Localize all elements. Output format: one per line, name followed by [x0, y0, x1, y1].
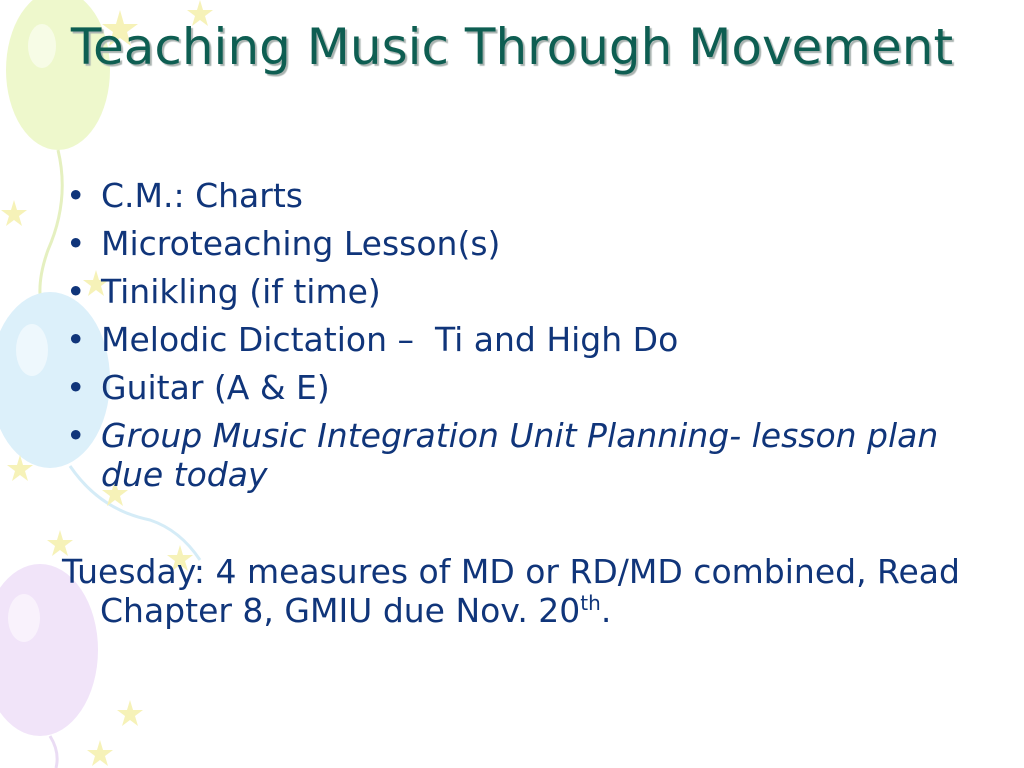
bullet-item: [66, 224, 966, 263]
bullet-text: C.M.: Charts: [101, 176, 303, 215]
bullet-marker: •: [66, 416, 86, 455]
note-end: .: [600, 591, 612, 630]
note-superscript: th: [580, 591, 601, 615]
bullet-item: [66, 416, 966, 494]
slide-title: Teaching Music Through Movement: [70, 18, 954, 76]
bullet-text: Microteaching Lesson(s): [101, 224, 501, 263]
bullet-text: Guitar (A & E): [101, 368, 330, 407]
bullet-item: [66, 320, 966, 359]
tuesday-note: [62, 552, 960, 630]
bullet-list: [66, 176, 966, 503]
bullet-marker: •: [66, 320, 86, 359]
bullet-text: Tinikling (if time): [101, 272, 381, 311]
bullet-item: [66, 368, 966, 407]
bullet-text: Melodic Dictation – Ti and High Do: [101, 320, 679, 359]
bullet-marker: •: [66, 368, 86, 407]
bullet-item: [66, 272, 966, 311]
bullet-marker: •: [66, 176, 86, 215]
note-text: Tuesday: 4 measures of MD or RD/MD combined, Read Chapter 8, GMIU due Nov. 20: [62, 552, 960, 630]
bullet-marker: •: [66, 272, 86, 311]
bullet-marker: •: [66, 224, 86, 263]
bullet-item: [66, 176, 966, 215]
bullet-text: Group Music Integration Unit Planning- lesson plan due today: [101, 416, 939, 494]
